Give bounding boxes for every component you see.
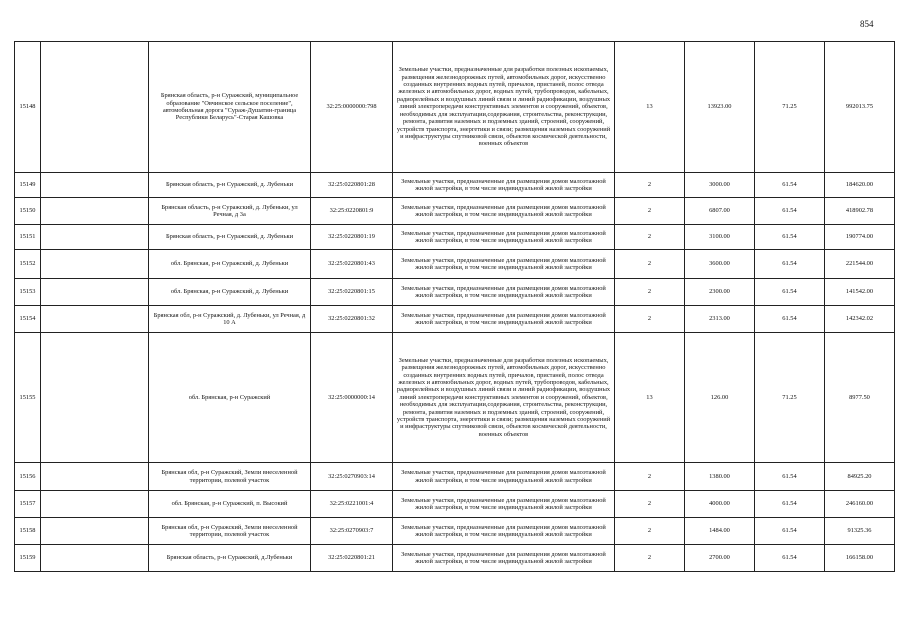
empty-cell — [41, 198, 149, 225]
cadastral-number-cell: 32:25:0220801:32 — [311, 306, 393, 333]
cadastral-value-cell: 8977.50 — [825, 333, 895, 463]
row-number: 15151 — [15, 225, 41, 250]
rate-cell: 61.54 — [755, 173, 825, 198]
address-cell: Брянская обл, р-н Суражский, Земли внеселенной территории, полевой участок — [149, 463, 311, 491]
cadastral-number-cell: 32:25:0220801:19 — [311, 225, 393, 250]
empty-cell — [41, 250, 149, 279]
address-cell: Брянская область, р-н Суражский, муниципальное образование "Овчинское сельское поселение", автомобильная дорога "Сураж-Душатин-граница Республики Беларусь"-Старая Кашовка — [149, 42, 311, 173]
page-number: 854 — [860, 19, 874, 29]
area-cell: 6807.00 — [685, 198, 755, 225]
land-use-cell: Земельные участки, предназначенные для размещения домов малоэтажной жилой застройки, в том числе индивидуальной жилой застройки — [393, 279, 615, 306]
table-row — [15, 491, 895, 518]
use-group-cell: 2 — [615, 545, 685, 572]
table-row — [15, 198, 895, 225]
cadastral-value-cell: 992013.75 — [825, 42, 895, 173]
table-row — [15, 279, 895, 306]
row-number: 15157 — [15, 491, 41, 518]
area-cell: 2700.00 — [685, 545, 755, 572]
empty-cell — [41, 306, 149, 333]
area-cell: 1484.00 — [685, 518, 755, 545]
area-cell: 126.00 — [685, 333, 755, 463]
land-use-cell: Земельные участки, предназначенные для размещения домов малоэтажной жилой застройки, в том числе индивидуальной жилой застройки — [393, 545, 615, 572]
address-cell: обл. Брянская, р-н Суражский, д. Лубеньки — [149, 279, 311, 306]
address-cell: Брянская область, р-н Суражский, д. Лубеньки — [149, 225, 311, 250]
use-group-cell: 2 — [615, 491, 685, 518]
land-use-cell: Земельные участки, предназначенные для размещения домов малоэтажной жилой застройки, в том числе индивидуальной жилой застройки — [393, 173, 615, 198]
address-cell: обл. Брянская, р-н Суражский, д. Лубеньки — [149, 250, 311, 279]
area-cell: 13923.00 — [685, 42, 755, 173]
address-cell: Брянская обл, р-н Суражский, Земли внеселенной территории, полевой участок — [149, 518, 311, 545]
rate-cell: 71.25 — [755, 42, 825, 173]
cadastral-number-cell: 32:25:0270903:7 — [311, 518, 393, 545]
use-group-cell: 2 — [615, 279, 685, 306]
area-cell: 3600.00 — [685, 250, 755, 279]
land-use-cell: Земельные участки, предназначенные для разработки полезных ископаемых, размещения железнодорожных путей, автомобильных дорог, искусственно созданных внутренних водных путей, причалов, пристаней, полос отвода железных и автомобильных дорог, водных путей, трубопроводов, кабельных, радиорелейных и воздушных линий связи и линий радиофикации, воздушных линий электропередачи конструктивных элементов и сооружений, объектов, необходимых для эксплуатации,содержания, строительства, реконструкции, ремонта, развития наземных и подземных зданий, строений, сооружений, устройств транспорта, энергетики и связи; размещения наземных сооружений и инфраструктуры спутниковой связи, объектов космической деятельности, военных объектов — [393, 333, 615, 463]
address-cell: Брянская область, р-н Суражский, д.Лубеньки — [149, 545, 311, 572]
address-cell: Брянская область, р-н Суражский, д. Лубеньки — [149, 173, 311, 198]
empty-cell — [41, 333, 149, 463]
address-cell: обл. Брянская, р-н Суражский — [149, 333, 311, 463]
rate-cell: 61.54 — [755, 198, 825, 225]
table-row — [15, 225, 895, 250]
empty-cell — [41, 225, 149, 250]
empty-cell — [41, 491, 149, 518]
use-group-cell: 2 — [615, 463, 685, 491]
empty-cell — [41, 545, 149, 572]
cadastral-value-cell: 91325.36 — [825, 518, 895, 545]
area-cell: 1380.00 — [685, 463, 755, 491]
use-group-cell: 2 — [615, 306, 685, 333]
land-use-cell: Земельные участки, предназначенные для размещения домов малоэтажной жилой застройки, в том числе индивидуальной жилой застройки — [393, 225, 615, 250]
cadastral-value-cell: 190774.00 — [825, 225, 895, 250]
cadastral-value-cell: 166158.00 — [825, 545, 895, 572]
land-use-cell: Земельные участки, предназначенные для размещения домов малоэтажной жилой застройки, в том числе индивидуальной жилой застройки — [393, 491, 615, 518]
cadastral-value-cell: 142342.02 — [825, 306, 895, 333]
cadastral-number-cell: 32:25:0220801:9 — [311, 198, 393, 225]
area-cell: 3100.00 — [685, 225, 755, 250]
empty-cell — [41, 518, 149, 545]
cadastral-number-cell: 32:25:0220801:21 — [311, 545, 393, 572]
address-cell: Брянская обл, р-н Суражский, д. Лубеньки, ул Речная, д 10 А — [149, 306, 311, 333]
table-row — [15, 173, 895, 198]
row-number: 15158 — [15, 518, 41, 545]
rate-cell: 61.54 — [755, 225, 825, 250]
use-group-cell: 2 — [615, 225, 685, 250]
rate-cell: 61.54 — [755, 463, 825, 491]
row-number: 15159 — [15, 545, 41, 572]
row-number: 15148 — [15, 42, 41, 173]
rate-cell: 61.54 — [755, 306, 825, 333]
cadastral-number-cell: 32:25:0270903:14 — [311, 463, 393, 491]
empty-cell — [41, 279, 149, 306]
table-row — [15, 463, 895, 491]
cadastral-value-cell: 221544.00 — [825, 250, 895, 279]
empty-cell — [41, 463, 149, 491]
table-row — [15, 333, 895, 463]
land-use-cell: Земельные участки, предназначенные для размещения домов малоэтажной жилой застройки, в том числе индивидуальной жилой застройки — [393, 198, 615, 225]
registry-table — [14, 41, 895, 572]
cadastral-value-cell: 141542.00 — [825, 279, 895, 306]
cadastral-number-cell: 32:25:0221001:4 — [311, 491, 393, 518]
empty-cell — [41, 173, 149, 198]
table-row — [15, 42, 895, 173]
address-cell: Брянская область, р-н Суражский, д. Лубеньки, ул Речная, д 3а — [149, 198, 311, 225]
use-group-cell: 2 — [615, 250, 685, 279]
land-use-cell: Земельные участки, предназначенные для размещения домов малоэтажной жилой застройки, в том числе индивидуальной жилой застройки — [393, 463, 615, 491]
table-row — [15, 518, 895, 545]
cadastral-number-cell: 32:25:0220801:43 — [311, 250, 393, 279]
rate-cell: 61.54 — [755, 279, 825, 306]
land-use-cell: Земельные участки, предназначенные для разработки полезных ископаемых, размещения железнодорожных путей, автомобильных дорог, искусственно созданных внутренних водных путей, причалов, пристаней, полос отвода железных и автомобильных дорог, водных путей, трубопроводов, кабельных, радиорелейных и воздушных линий связи и линий радиофикации, воздушных линий электропередачи конструктивных элементов и сооружений, объектов, необходимых для эксплуатации,содержания, строительства, реконструкции, ремонта, развития наземных и подземных зданий, строений, сооружений, устройств транспорта, энергетики и связи; размещения наземных сооружений и инфраструктуры спутниковой связи, объектов космической деятельности, военных объектов — [393, 42, 615, 173]
area-cell: 2300.00 — [685, 279, 755, 306]
rate-cell: 71.25 — [755, 333, 825, 463]
rate-cell: 61.54 — [755, 545, 825, 572]
cadastral-value-cell: 84925.20 — [825, 463, 895, 491]
rate-cell: 61.54 — [755, 491, 825, 518]
table-row — [15, 250, 895, 279]
empty-cell — [41, 42, 149, 173]
table-row — [15, 306, 895, 333]
use-group-cell: 2 — [615, 518, 685, 545]
area-cell: 4000.00 — [685, 491, 755, 518]
cadastral-value-cell: 246160.00 — [825, 491, 895, 518]
land-use-cell: Земельные участки, предназначенные для размещения домов малоэтажной жилой застройки, в том числе индивидуальной жилой застройки — [393, 250, 615, 279]
cadastral-value-cell: 184620.00 — [825, 173, 895, 198]
row-number: 15149 — [15, 173, 41, 198]
land-use-cell: Земельные участки, предназначенные для размещения домов малоэтажной жилой застройки, в том числе индивидуальной жилой застройки — [393, 518, 615, 545]
rate-cell: 61.54 — [755, 250, 825, 279]
cadastral-number-cell: 32:25:0220801:28 — [311, 173, 393, 198]
rate-cell: 61.54 — [755, 518, 825, 545]
table-row — [15, 545, 895, 572]
cadastral-value-cell: 418902.78 — [825, 198, 895, 225]
use-group-cell: 13 — [615, 333, 685, 463]
row-number: 15156 — [15, 463, 41, 491]
cadastral-number-cell: 32:25:0000000:14 — [311, 333, 393, 463]
area-cell: 2313.00 — [685, 306, 755, 333]
land-use-cell: Земельные участки, предназначенные для размещения домов малоэтажной жилой застройки, в том числе индивидуальной жилой застройки — [393, 306, 615, 333]
cadastral-number-cell: 32:25:0220801:15 — [311, 279, 393, 306]
address-cell: обл. Брянская, р-н Суражский, п. Высокий — [149, 491, 311, 518]
row-number: 15153 — [15, 279, 41, 306]
row-number: 15152 — [15, 250, 41, 279]
row-number: 15154 — [15, 306, 41, 333]
row-number: 15150 — [15, 198, 41, 225]
use-group-cell: 2 — [615, 173, 685, 198]
use-group-cell: 2 — [615, 198, 685, 225]
cadastral-number-cell: 32:25:0000000:798 — [311, 42, 393, 173]
row-number: 15155 — [15, 333, 41, 463]
use-group-cell: 13 — [615, 42, 685, 173]
area-cell: 3000.00 — [685, 173, 755, 198]
